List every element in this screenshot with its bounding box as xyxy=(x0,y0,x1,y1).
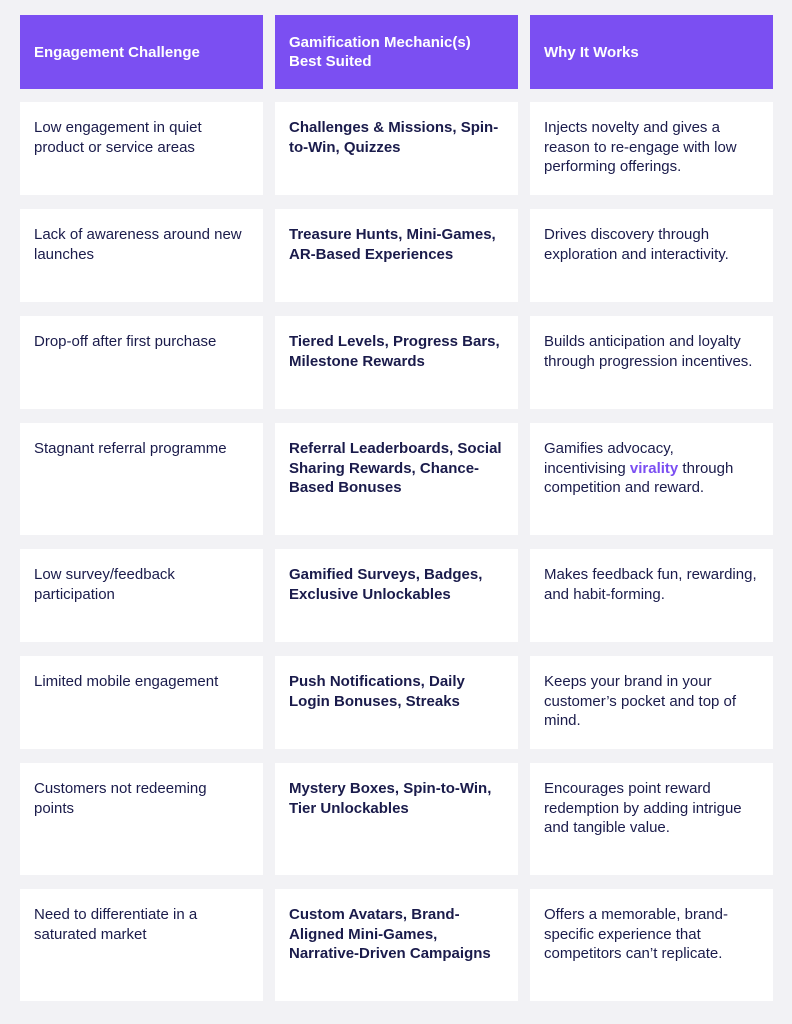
row-7-mechanic: Mystery Boxes, Spin-to-Win, Tier Unlockables xyxy=(275,763,518,875)
row-5-mechanic: Gamified Surveys, Badges, Exclusive Unlockables xyxy=(275,549,518,642)
header-engagement-challenge: Engagement Challenge xyxy=(20,15,263,89)
row-6-mechanic: Push Notifications, Daily Login Bonuses, Streaks xyxy=(275,656,518,749)
row-2-why: Drives discovery through exploration and interactivity. xyxy=(530,209,773,302)
row-5-why: Makes feedback fun, rewarding, and habit-forming. xyxy=(530,549,773,642)
row-1-challenge: Low engagement in quiet product or service areas xyxy=(20,102,263,195)
row-8-mechanic: Custom Avatars, Brand-Aligned Mini-Games, Narrative-Driven Campaigns xyxy=(275,889,518,1001)
row-4-why-text-end: through competition and reward. xyxy=(544,459,734,496)
row-2-challenge: Lack of awareness around new launches xyxy=(20,209,263,302)
row-4-why xyxy=(530,423,773,535)
header-gamification-mechanic: Gamification Mechanic(s) Best Suited xyxy=(275,15,518,89)
row-6-why: Keeps your brand in your customer’s pocket and top of mind. xyxy=(530,656,773,749)
row-4-why-text-start: Gamifies advocacy, incentivising xyxy=(544,440,674,477)
row-7-challenge: Customers not redeeming points xyxy=(20,763,263,875)
row-4-challenge: Stagnant referral programme xyxy=(20,423,263,535)
highlight-virality: virality xyxy=(629,459,679,477)
row-3-why: Builds anticipation and loyalty through progression incentives. xyxy=(530,316,773,409)
row-7-why: Encourages point reward redemption by adding intrigue and tangible value. xyxy=(530,763,773,875)
row-2-mechanic: Treasure Hunts, Mini-Games, AR-Based Experiences xyxy=(275,209,518,302)
row-8-why: Offers a memorable, brand-specific experience that competitors can’t replicate. xyxy=(530,889,773,1001)
row-3-challenge: Drop-off after first purchase xyxy=(20,316,263,409)
row-8-challenge: Need to differentiate in a saturated market xyxy=(20,889,263,1001)
row-1-why: Injects novelty and gives a reason to re-engage with low performing offerings. xyxy=(530,102,773,195)
row-5-challenge: Low survey/feedback participation xyxy=(20,549,263,642)
header-why-it-works: Why It Works xyxy=(530,15,773,89)
row-6-challenge: Limited mobile engagement xyxy=(20,656,263,749)
row-3-mechanic: Tiered Levels, Progress Bars, Milestone Rewards xyxy=(275,316,518,409)
row-1-mechanic: Challenges & Missions, Spin-to-Win, Quizzes xyxy=(275,102,518,195)
row-4-mechanic: Referral Leaderboards, Social Sharing Rewards, Chance-Based Bonuses xyxy=(275,423,518,535)
